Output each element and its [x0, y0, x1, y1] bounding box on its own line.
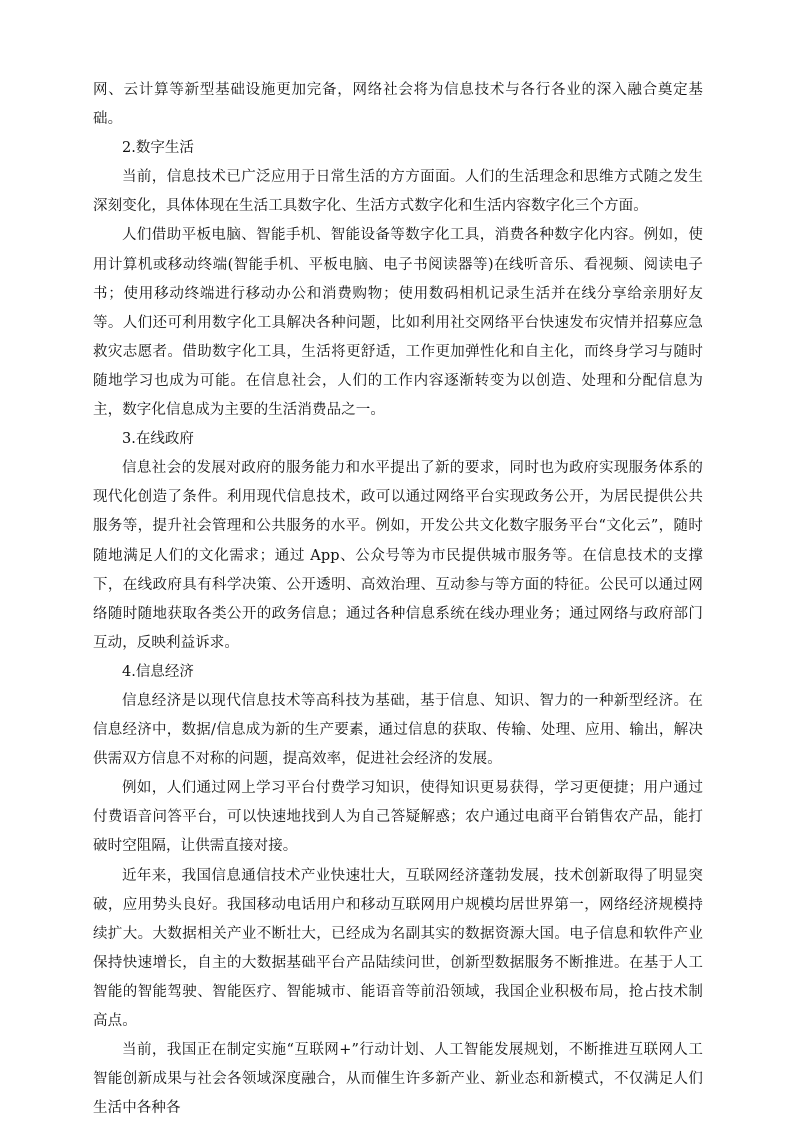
paragraph: 信息社会的发展对政府的服务能力和水平提出了新的要求，同时也为政府实现服务体系的现代化创造了条件。利用现代信息技术，政可以通过网络平台实现政务公开，为居民提供公共服务等，提升社会管理和公共服务的水平。例如，开发公共文化数字服务平台“文化云”，随时随地满足人们的文化需求；通过 App、公众号等为市民提供城市服务等。在信息技术的支撑下，在线政府具有科学决策、公开透明、高效治理、互动参与等方面的特征。公民可以通过网络随时随地获取各类公开的政务信息；通过各种信息系统在线办理业务；通过网络与政府部门互动，反映利益诉求。	[93, 460, 703, 651]
paragraph: 当前，信息技术已广泛应用于日常生活的方方面面。人们的生活理念和思维方式随之发生深刻变化，具体体现在生活工具数字化、生活方式数字化和生活内容数字化三个方面。	[93, 169, 703, 215]
section-heading-online-government: 3.在线政府	[122, 431, 194, 448]
paragraph: 当前，我国正在制定实施“互联网+”行动计划、人工智能发展规划，不断推进互联网人工智能创新成果与社会各领域深度融合，从而催生许多新产业、新业态和新模式，不仅满足人们生活中各种各	[93, 1042, 703, 1117]
section-heading-information-economy: 4.信息经济	[122, 663, 194, 680]
paragraph: 信息经济是以现代信息技术等高科技为基础，基于信息、知识、智力的一种新型经济。在信息经济中，数据/信息成为新的生产要素，通过信息的获取、传输、处理、应用、输出，解决供需双方信息不对称的问题，提高效率，促进社会经济的发展。	[93, 692, 703, 768]
paragraph-continuation: 网、云计算等新型基础设施更加完备，网络社会将为信息技术与各行各业的深入融合奠定基础。	[93, 82, 703, 128]
document-page	[93, 76, 703, 1123]
paragraph: 例如，人们通过网上学习平台付费学习知识，使得知识更易获得，学习更便捷；用户通过付费语音问答平台，可以快速地找到人为自己答疑解惑；农户通过电商平台销售农产品，能打破时空阻隔，让供需直接对接。	[93, 780, 703, 855]
section-heading-digital-life: 2.数字生活	[122, 140, 194, 157]
paragraph: 近年来，我国信息通信技术产业快速壮大，互联网经济蓬勃发展，技术创新取得了明显突破，应用势头良好。我国移动电话用户和移动互联网用户规模均居世界第一，网络经济规模持续扩大。大数据相关产业不断壮大，已经成为名副其实的数据资源大国。电子信息和软件产业保持快速增长，自主的大数据基础平台产品陆续问世，创新型数据服务不断推进。在基于人工智能的智能驾驶、智能医疗、智能城市、能语音等前沿领域，我国企业积极布局，抢占技术制高点。	[93, 867, 703, 1029]
paragraph: 人们借助平板电脑、智能手机、智能设备等数字化工具，消费各种数字化内容。例如，使用计算机或移动终端(智能手机、平板电脑、电子书阅读器等)在线听音乐、看视频、阅读电子书；使用移动终端进行移动办公和消费购物；使用数码相机记录生活并在线分享给亲朋好友等。人们还可利用数字化工具解决各种问题，比如利用社交网络平台快速发布灾情并招募应急救灾志愿者。借助数字化工具，生活将更舒适，工作更加弹性化和自主化，而终身学习与随时随地学习也成为可能。在信息社会，人们的工作内容逐渐转变为以创造、处理和分配信息为主，数字化信息成为主要的生活消费品之一。	[93, 227, 703, 419]
